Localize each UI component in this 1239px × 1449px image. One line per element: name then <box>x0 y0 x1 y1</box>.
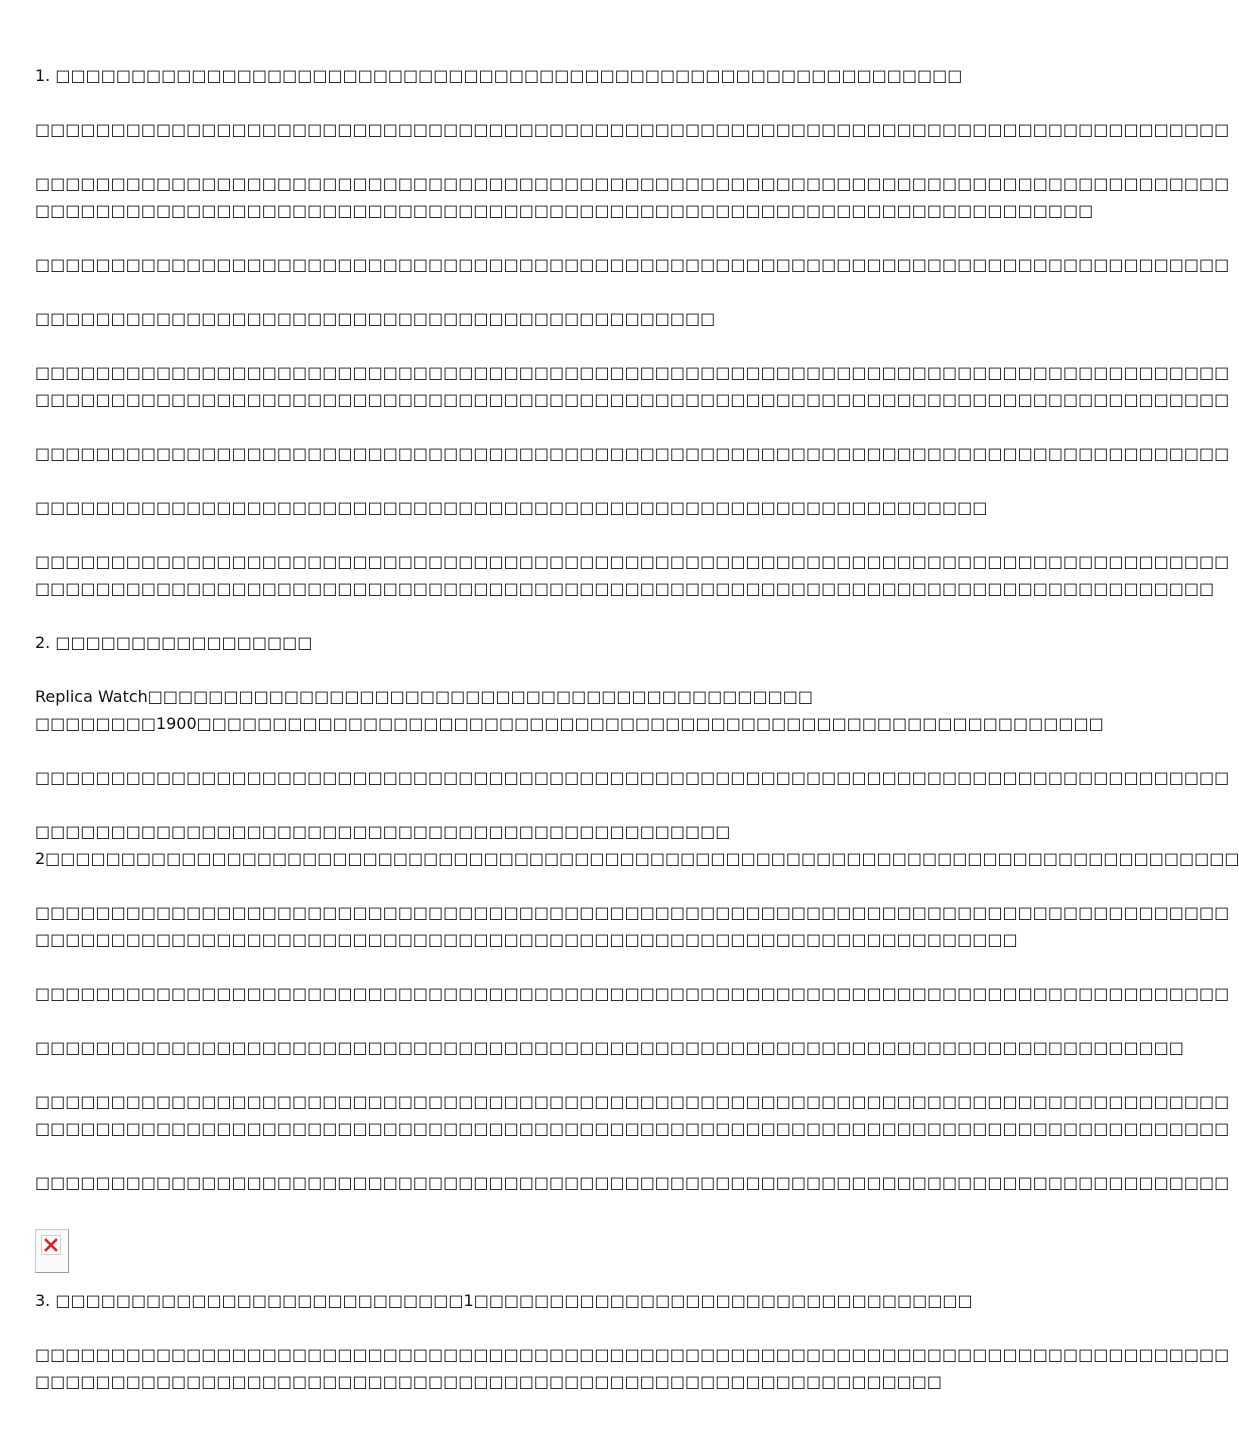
paragraph-gap <box>35 656 990 683</box>
text-line: □□□□□□□□□□□□□□□□□□□□□□□□□□□□□□□□□□□□□□□□□□□□□ <box>35 309 716 328</box>
text-line: □□□□□□□□□□□□□□□□□□□□□□□□□□□□□□□□□□□□□□□□□□□□□□□□□□□□□□□□□□□□□□□□□□□□□□□□□□□□□□□ <box>35 444 1230 463</box>
paragraph-gap <box>35 872 990 899</box>
document-body <box>35 62 1239 1395</box>
text-line: □□□□□□□□□□□□□□□□□□□□□□□□□□□□□□□□□□□□□□□□□□□□□□□□□□□□□□□□□□□□□□□□□□□□□□□□□□□□□□□ <box>35 120 1230 139</box>
text-line: □□□□□□□□□□□□□□□□□□□□□□□□□□□□□□□□□□□□□□□□□□□□□□ <box>35 822 731 841</box>
paragraph-gap <box>35 1007 990 1034</box>
text-block-after-image <box>35 1287 1230 1395</box>
text-line: □□□□□□□□□□□□□□□□□□□□□□□□□□□□□□□□□□□□□□□□□□□□□□□□□□□□□□□□□□□□□□□□□□□□□□□□□□□□□□□ <box>35 903 1230 922</box>
paragraph-gap <box>35 602 990 629</box>
paragraph-gap <box>35 1314 990 1341</box>
text-line: □□□□□□□□1900□□□□□□□□□□□□□□□□□□□□□□□□□□□□□□□□□□□□□□□□□□□□□□□□□□□□□□□□□□□□ <box>35 714 1104 733</box>
text-line: 2□□□□□□□□□□□□□□□□□□□□□□□□□□□□□□□□□□□□□□□□□□□□□□□□□□□□□□□□□□□□□□□□□□□□□□□□□□□□□□□ <box>35 849 1239 868</box>
text-line: □□□□□□□□□□□□□□□□□□□□□□□□□□□□□□□□□□□□□□□□□□□□□□□□□□□□□□□□□□□□□□□□□□□□□□□□□□□□□□□ <box>35 390 1230 409</box>
text-line: □□□□□□□□□□□□□□□□□□□□□□□□□□□□□□□□□□□□□□□□□□□□□□□□□□□□□□□□□□□□□□□ <box>35 498 988 517</box>
text-line: □□□□□□□□□□□□□□□□□□□□□□□□□□□□□□□□□□□□□□□□□□□□□□□□□□□□□□□□□□□□□□□□□□□□□□□□□□□□□□□ <box>35 1345 1230 1364</box>
text-line: □□□□□□□□□□□□□□□□□□□□□□□□□□□□□□□□□□□□□□□□□□□□□□□□□□□□□□□□□□□□□□□□□□□□□□□□□□□□□□□ <box>35 363 1230 382</box>
paragraph-gap <box>35 1142 990 1169</box>
text-line: □□□□□□□□□□□□□□□□□□□□□□□□□□□□□□□□□□□□□□□□□□□□□□□□□□□□□□□□□□□□□□□□□□□□□□□□□□□□ <box>35 1038 1184 1057</box>
text-line: □□□□□□□□□□□□□□□□□□□□□□□□□□□□□□□□□□□□□□□□□□□□□□□□□□□□□□□□□□□□□□□□□□□□□□□□□□□□□□□ <box>35 1092 1230 1111</box>
broken-image-icon <box>35 1229 69 1273</box>
paragraph-gap <box>35 1061 990 1088</box>
text-line: □□□□□□□□□□□□□□□□□□□□□□□□□□□□□□□□□□□□□□□□□□□□□□□□□□□□□□□□□□□□□□□□□□□□□□□□□□□□□□□ <box>35 1173 1230 1192</box>
text-line: 3. □□□□□□□□□□□□□□□□□□□□□□□□□□□1□□□□□□□□□□□□□□□□□□□□□□□□□□□□□□□□□ <box>35 1291 973 1310</box>
text-line: 2. □□□□□□□□□□□□□□□□□ <box>35 633 313 652</box>
text-line: □□□□□□□□□□□□□□□□□□□□□□□□□□□□□□□□□□□□□□□□□□□□□□□□□□□□□□□□□□□□□□□□□□□□□□□□□□□□□□ <box>35 579 1215 598</box>
paragraph-gap <box>35 737 990 764</box>
text-line: 1. □□□□□□□□□□□□□□□□□□□□□□□□□□□□□□□□□□□□□□□□□□□□□□□□□□□□□□□□□□□□ <box>35 66 963 85</box>
paragraph-gap <box>35 521 990 548</box>
text-line: □□□□□□□□□□□□□□□□□□□□□□□□□□□□□□□□□□□□□□□□□□□□□□□□□□□□□□□□□□□□□□□□□ <box>35 930 1018 949</box>
paragraph-gap <box>35 413 990 440</box>
text-line: □□□□□□□□□□□□□□□□□□□□□□□□□□□□□□□□□□□□□□□□□□□□□□□□□□□□□□□□□□□□ <box>35 1372 943 1391</box>
text-line: □□□□□□□□□□□□□□□□□□□□□□□□□□□□□□□□□□□□□□□□□□□□□□□□□□□□□□□□□□□□□□□□□□□□□□□□□□□□□□□ <box>35 1119 1230 1138</box>
paragraph-gap <box>35 791 990 818</box>
text-block-before-image <box>35 62 1239 1223</box>
text-line: □□□□□□□□□□□□□□□□□□□□□□□□□□□□□□□□□□□□□□□□□□□□□□□□□□□□□□□□□□□□□□□□□□□□□□□□□□□□□□□ <box>35 984 1230 1003</box>
text-line: □□□□□□□□□□□□□□□□□□□□□□□□□□□□□□□□□□□□□□□□□□□□□□□□□□□□□□□□□□□□□□□□□□□□□□□□□□□□□□□ <box>35 255 1230 274</box>
paragraph-gap <box>35 467 990 494</box>
text-line: Replica Watch□□□□□□□□□□□□□□□□□□□□□□□□□□□□□□□□□□□□□□□□□□□□ <box>35 687 813 706</box>
paragraph-gap <box>35 89 990 116</box>
paragraph-gap <box>35 1196 990 1223</box>
paragraph-gap <box>35 332 990 359</box>
text-line: □□□□□□□□□□□□□□□□□□□□□□□□□□□□□□□□□□□□□□□□□□□□□□□□□□□□□□□□□□□□□□□□□□□□□□□□□□□□□□□ <box>35 174 1230 193</box>
paragraph-gap <box>35 278 990 305</box>
broken-image-frame <box>41 1235 61 1255</box>
close-x-icon <box>44 1238 58 1252</box>
paragraph-gap <box>35 224 990 251</box>
text-line: □□□□□□□□□□□□□□□□□□□□□□□□□□□□□□□□□□□□□□□□□□□□□□□□□□□□□□□□□□□□□□□□□□□□□□ <box>35 201 1094 220</box>
paragraph-gap <box>35 953 990 980</box>
text-line: □□□□□□□□□□□□□□□□□□□□□□□□□□□□□□□□□□□□□□□□□□□□□□□□□□□□□□□□□□□□□□□□□□□□□□□□□□□□□□□ <box>35 552 1230 571</box>
paragraph-gap <box>35 143 990 170</box>
text-line: □□□□□□□□□□□□□□□□□□□□□□□□□□□□□□□□□□□□□□□□□□□□□□□□□□□□□□□□□□□□□□□□□□□□□□□□□□□□□□□ <box>35 768 1230 787</box>
